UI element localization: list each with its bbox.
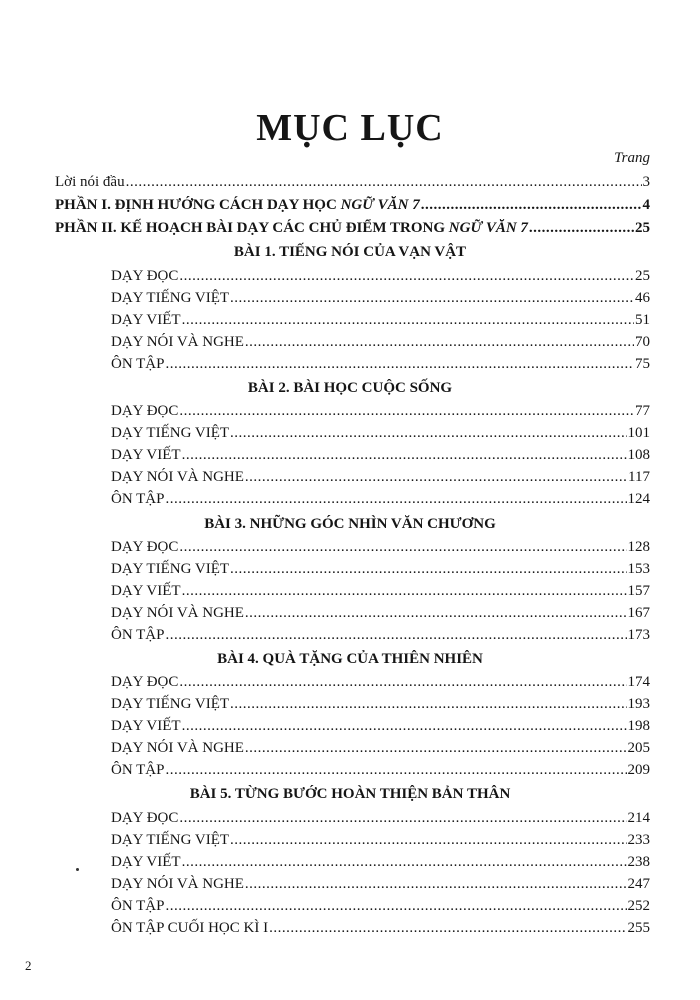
toc-entry[interactable]: [0, 447, 700, 469]
toc-label-italic: NGỮ VĂN 7: [448, 220, 528, 236]
toc-entry[interactable]: [0, 469, 700, 491]
leader-dots: [182, 447, 627, 464]
leader-dots: [165, 356, 634, 373]
lesson-heading: BÀI 1. TIẾNG NÓI CỦA VẠN VẬT: [233, 244, 467, 260]
leader-dots: [245, 740, 627, 757]
toc-label: DẠY VIẾT: [111, 447, 181, 463]
toc-page: 252: [627, 898, 650, 914]
toc-entry[interactable]: [0, 898, 700, 920]
toc-label-prefix: PHẦN I. ĐỊNH HƯỚNG CÁCH DẠY HỌC: [55, 197, 341, 213]
toc-page: 75: [635, 356, 650, 372]
toc-label: ÔN TẬP CUỐI HỌC KÌ I: [111, 920, 269, 936]
page-number: 2: [25, 958, 32, 973]
toc-entry-part-1[interactable]: [0, 197, 700, 219]
toc-label: [55, 220, 528, 237]
toc-page: 209: [627, 762, 650, 778]
toc-label: DẠY TIẾNG VIỆT: [111, 832, 230, 848]
page-title: MỤC LỤC: [256, 107, 444, 149]
toc-page: 46: [635, 290, 650, 306]
toc-entry[interactable]: [0, 718, 700, 740]
lesson-heading: BÀI 5. TỪNG BƯỚC HOÀN THIỆN BẢN THÂN: [189, 786, 511, 802]
toc-entry[interactable]: [0, 334, 700, 356]
toc-entry[interactable]: [0, 854, 700, 876]
leader-dots: [182, 312, 634, 329]
leader-dots: [230, 290, 634, 307]
lesson-heading: BÀI 3. NHỮNG GÓC NHÌN VĂN CHƯƠNG: [204, 516, 496, 532]
toc-label: DẠY ĐỌC: [111, 268, 179, 284]
leader-dots: [179, 539, 626, 556]
toc-page: 4: [642, 197, 650, 213]
toc-entry[interactable]: [0, 674, 700, 696]
toc-label: ÔN TẬP: [111, 491, 165, 507]
leader-dots: [421, 197, 642, 214]
toc-entry[interactable]: [0, 561, 700, 583]
leader-dots: [165, 627, 626, 644]
toc-label-prefix: PHẦN II. KẾ HOẠCH BÀI DẠY CÁC CHỦ ĐIỂM TRONG: [55, 220, 449, 236]
leader-dots: [179, 403, 634, 420]
toc-page: 25: [635, 220, 650, 236]
lesson-heading: BÀI 2. BÀI HỌC CUỘC SỐNG: [247, 380, 453, 396]
toc-label: [55, 197, 420, 214]
leader-dots: [269, 920, 626, 937]
toc-label: DẠY VIẾT: [111, 312, 181, 328]
stray-mark: [76, 868, 79, 871]
toc-label: Lời nói đầu: [55, 174, 125, 190]
toc-entry[interactable]: [0, 425, 700, 447]
leader-dots: [182, 854, 627, 871]
toc-entry[interactable]: [0, 356, 700, 378]
toc-label: ÔN TẬP: [111, 762, 165, 778]
toc-entry-part-2[interactable]: [0, 220, 700, 242]
toc-entry[interactable]: [0, 810, 700, 832]
toc-entry[interactable]: [0, 290, 700, 312]
leader-dots: [245, 334, 634, 351]
toc-label: DẠY NÓI VÀ NGHE: [111, 876, 244, 892]
toc-page: 101: [627, 425, 650, 441]
toc-label: DẠY VIẾT: [111, 854, 181, 870]
leader-dots: [182, 718, 627, 735]
toc-label: DẠY TIẾNG VIỆT: [111, 425, 230, 441]
toc-page: 70: [635, 334, 650, 350]
toc-page: 157: [627, 583, 650, 599]
toc-page: 174: [627, 674, 650, 690]
toc-page: 255: [627, 920, 650, 936]
toc-label: DẠY VIẾT: [111, 718, 181, 734]
toc-label: DẠY ĐỌC: [111, 539, 179, 555]
leader-dots: [230, 561, 626, 578]
leader-dots: [245, 605, 627, 622]
toc-page: 128: [627, 539, 650, 555]
leader-dots: [179, 674, 626, 691]
toc-page: 247: [627, 876, 650, 892]
leader-dots: [126, 174, 642, 191]
leader-dots: [165, 491, 626, 508]
toc-entry[interactable]: [0, 740, 700, 762]
toc-page: 173: [627, 627, 650, 643]
toc-page: 198: [627, 718, 650, 734]
leader-dots: [165, 762, 626, 779]
toc-label: DẠY VIẾT: [111, 583, 181, 599]
toc-entry[interactable]: [0, 491, 700, 513]
toc-label: DẠY NÓI VÀ NGHE: [111, 605, 244, 621]
toc-label: DẠY NÓI VÀ NGHE: [111, 334, 244, 350]
leader-dots: [182, 583, 627, 600]
leader-dots: [179, 810, 626, 827]
toc-page: 124: [627, 491, 650, 507]
toc-label: ÔN TẬP: [111, 898, 165, 914]
toc-label: DẠY TIẾNG VIỆT: [111, 290, 230, 306]
toc-page: 214: [627, 810, 650, 826]
toc-label: ÔN TẬP: [111, 356, 165, 372]
toc-page: 233: [627, 832, 650, 848]
toc-page: 167: [627, 605, 650, 621]
toc-page: 205: [627, 740, 650, 756]
toc-entry[interactable]: [0, 832, 700, 854]
toc-page: 108: [627, 447, 650, 463]
toc-page: 238: [627, 854, 650, 870]
toc-page: 117: [628, 469, 650, 485]
lesson-heading: BÀI 4. QUÀ TẶNG CỦA THIÊN NHIÊN: [217, 651, 483, 667]
leader-dots: [165, 898, 626, 915]
toc-label: DẠY NÓI VÀ NGHE: [111, 469, 244, 485]
toc-entry[interactable]: [0, 605, 700, 627]
leader-dots: [179, 268, 634, 285]
toc-label: DẠY TIẾNG VIỆT: [111, 696, 230, 712]
toc-entry[interactable]: [0, 403, 700, 425]
toc-entry[interactable]: [0, 920, 700, 942]
toc-entry[interactable]: [0, 268, 700, 290]
toc-entry[interactable]: [0, 312, 700, 334]
toc-page: 153: [627, 561, 650, 577]
toc-page: 3: [642, 174, 650, 190]
toc-page: 25: [635, 268, 650, 284]
leader-dots: [230, 425, 626, 442]
toc-entry[interactable]: [0, 762, 700, 784]
toc-entry[interactable]: [0, 696, 700, 718]
toc-label: DẠY NÓI VÀ NGHE: [111, 740, 244, 756]
leader-dots: [245, 876, 627, 893]
toc-entry[interactable]: [0, 583, 700, 605]
toc-label: DẠY ĐỌC: [111, 674, 179, 690]
leader-dots: [529, 220, 634, 237]
toc-label-italic: NGỮ VĂN 7: [340, 197, 420, 213]
toc-page: 77: [635, 403, 650, 419]
toc-entry[interactable]: [0, 539, 700, 561]
page-column-label: Trang: [614, 150, 650, 166]
leader-dots: [245, 469, 627, 486]
leader-dots: [230, 696, 626, 713]
leader-dots: [230, 832, 626, 849]
toc-label: ÔN TẬP: [111, 627, 165, 643]
toc-page: 51: [635, 312, 650, 328]
toc-page: 193: [627, 696, 650, 712]
toc-label: DẠY ĐỌC: [111, 810, 179, 826]
toc-entry[interactable]: [0, 876, 700, 898]
toc-entry[interactable]: [0, 627, 700, 649]
toc-entry-front[interactable]: [0, 174, 700, 196]
toc-label: DẠY ĐỌC: [111, 403, 179, 419]
toc-label: DẠY TIẾNG VIỆT: [111, 561, 230, 577]
